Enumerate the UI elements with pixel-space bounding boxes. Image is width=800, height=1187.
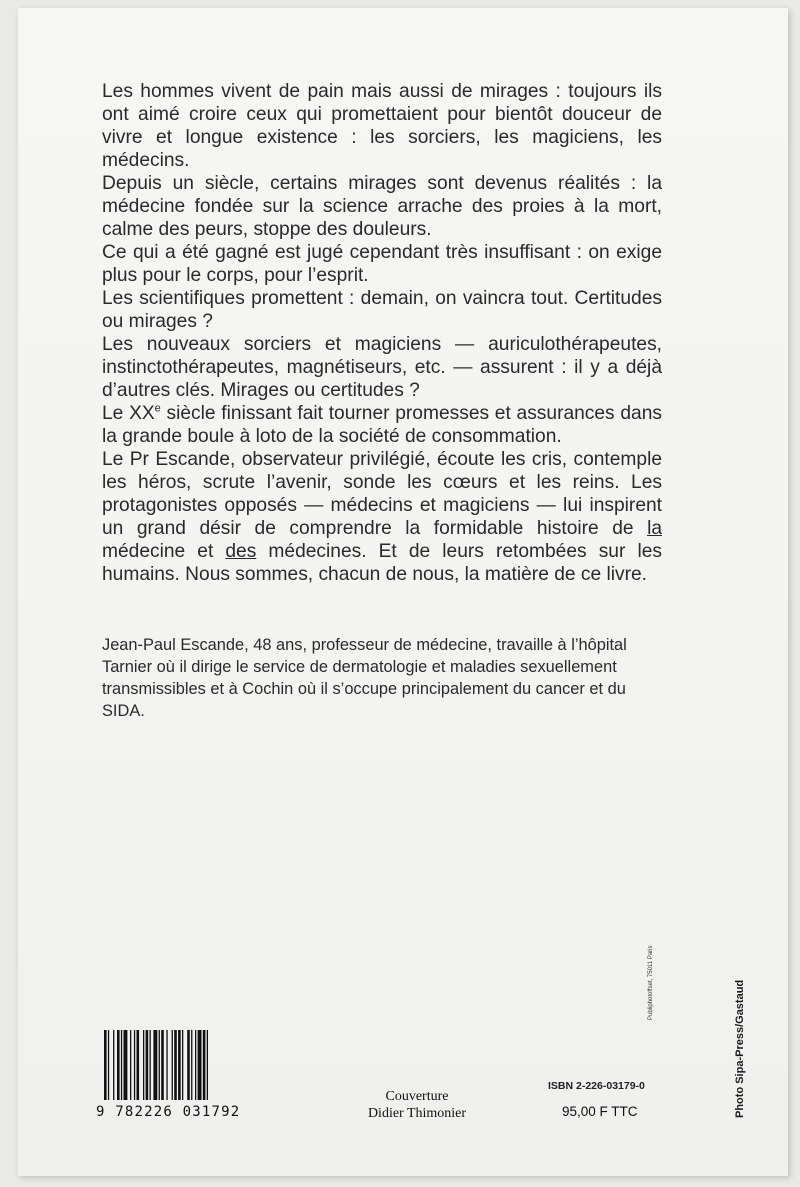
cover-credit: [352, 1088, 482, 1122]
blurb-paragraph-7-part-b: médecine et: [102, 541, 226, 562]
barcode-bar: [117, 1030, 120, 1100]
blurb-paragraph-5: Les nouveaux sorciers et magiciens — auriculothérapeutes, instinctothérapeutes, magnétiseurs, etc. — assurent : il y a déjà d’autres clés. Mirages ou certitudes ?: [102, 334, 662, 401]
blurb-paragraph-7: [102, 448, 662, 586]
barcode-bar: [172, 1030, 173, 1100]
barcode-bar: [187, 1030, 190, 1100]
blurb-paragraph-6: [102, 402, 662, 448]
barcode-bar: [124, 1030, 128, 1100]
barcode-bar: [207, 1030, 208, 1100]
barcode-bar: [143, 1030, 144, 1100]
barcode-bar: [146, 1030, 149, 1100]
blurb-paragraph-4: Les scientifiques promettent : demain, on vaincra tout. Certitudes ou mirages ?: [102, 288, 662, 332]
underlined-des: des: [225, 541, 257, 562]
blurb-paragraph-7-part-c: médecines. Et de leurs retombées sur les humains. Nous sommes, chacun de nous, la matière de ce livre.: [102, 541, 662, 585]
century-text: Le XX: [102, 403, 155, 424]
barcode-bar: [195, 1030, 196, 1100]
blurb-text: [102, 80, 662, 586]
blurb-paragraph-6-rest: siècle finissant fait tourner promesses et assurances dans la grande boule à loto de la société de consommation.: [102, 403, 662, 447]
underlined-la: la: [647, 518, 662, 539]
barcode-bar: [198, 1030, 202, 1100]
author-bio: [102, 634, 662, 722]
barcode-bar: [113, 1030, 114, 1100]
barcode-bar: [134, 1030, 135, 1100]
isbn: ISBN 2-226-03179-0: [548, 1080, 645, 1092]
photo-credit: Photo Sipa-Press/Gastaud: [734, 979, 746, 1118]
blurb-paragraph-1: Les hommes vivent de pain mais aussi de mirages : toujours ils ont aimé croire ceux qui promettaient pour bientôt douceur de vivre et longue existence : les sorciers, les magiciens, les médecins.: [102, 81, 662, 171]
barcode-bar: [161, 1030, 164, 1100]
blurb-paragraph-3: Ce qui a été gagné est jugé cependant très insuffisant : on exige plus pour le corps, pour l’esprit.: [102, 242, 662, 286]
barcode-bar: [121, 1030, 122, 1100]
barcode-bar: [203, 1030, 206, 1100]
price: 95,00 F TTC: [562, 1104, 638, 1119]
barcode-bar: [191, 1030, 192, 1100]
barcode-bar: [153, 1030, 157, 1100]
author-bio-text: Jean-Paul Escande, 48 ans, professeur de médecine, travaille à l’hôpital Tarnier où il dirige le service de dermatologie et maladies sexuellement transmissibles et à Cochin où il s’occupe principalement du cancer et du SIDA.: [102, 636, 627, 720]
century-superscript: e: [154, 402, 161, 415]
barcode-bar: [174, 1030, 177, 1100]
barcode-bar: [159, 1030, 160, 1100]
cover-credit-label: Couverture: [385, 1089, 449, 1104]
barcode-bar: [182, 1030, 183, 1100]
barcode-digits: 9 782226 031792: [96, 1104, 241, 1120]
printer-credit: Publiphotoffset, 75011 Paris: [648, 945, 654, 1020]
barcode-bar: [166, 1030, 167, 1100]
barcode-bar: [178, 1030, 181, 1100]
barcode-bar: [137, 1030, 140, 1100]
barcode-bar: [150, 1030, 151, 1100]
barcode-bar: [108, 1030, 109, 1100]
barcode-bar: [104, 1030, 107, 1100]
blurb-paragraph-7-part-a: Le Pr Escande, observateur privilégié, écoute les cris, contemple les héros, scrute l’avenir, sonde les cœurs et les reins. Les protagonistes opposés — médecins et magiciens — lui inspirent un grand désir de comprendre la formidable histoire de: [102, 449, 662, 539]
barcode-bar: [130, 1030, 131, 1100]
blurb-paragraph-2: Depuis un siècle, certains mirages sont devenus réalités : la médecine fondée sur la science arrache des proies à la mort, calme des peurs, stoppe des douleurs.: [102, 173, 662, 240]
cover-credit-name: Didier Thimonier: [367, 1106, 467, 1121]
